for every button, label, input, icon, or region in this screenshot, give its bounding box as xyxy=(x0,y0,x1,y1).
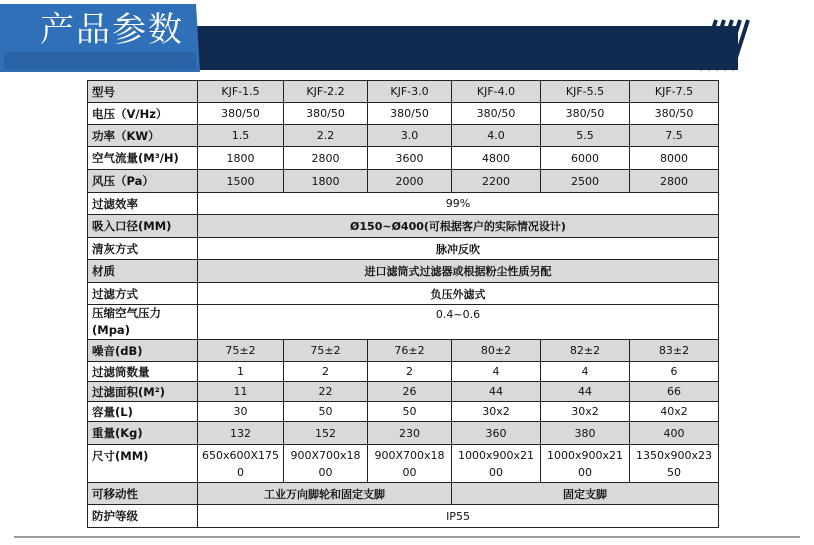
table-cell: 5.5 xyxy=(541,125,630,147)
table-cell: 3.0 xyxy=(368,125,452,147)
table-row-voltage xyxy=(88,103,719,125)
table-cell: 11 xyxy=(198,382,284,402)
page-title: 产品参数 xyxy=(40,10,184,50)
table-cell: 380/50 xyxy=(452,103,541,125)
table-cell: 负压外滤式 xyxy=(198,283,719,305)
row-label-line2: (Mpa) xyxy=(92,323,130,337)
table-row-efficiency xyxy=(88,193,719,215)
table-cell: 50 xyxy=(284,402,368,422)
table-cell: 脉冲反吹 xyxy=(198,238,719,260)
table-cell: 75±2 xyxy=(198,340,284,362)
table-cell: 3600 xyxy=(368,147,452,170)
table-row-size xyxy=(88,445,719,483)
table-row-pressure xyxy=(88,170,719,193)
table-cell: 工业万向脚轮和固定支脚 xyxy=(198,483,452,505)
header-cell-model: 型号 xyxy=(88,81,198,103)
table-cell: 380/50 xyxy=(541,103,630,125)
table-cell: 83±2 xyxy=(630,340,719,362)
row-label: 容量(L) xyxy=(88,402,198,422)
table-row-cleaning xyxy=(88,238,719,260)
table-row-cartridges xyxy=(88,362,719,382)
table-cell: 2200 xyxy=(452,170,541,193)
table-cell: 75±2 xyxy=(284,340,368,362)
table-cell: 40x2 xyxy=(630,402,719,422)
table-cell: 2.2 xyxy=(284,125,368,147)
header-cell: KJF-3.0 xyxy=(368,81,452,103)
row-label: 过滤面积(M²) xyxy=(88,382,198,402)
table-cell: Ø150~Ø400(可根据客户的实际情况设计) xyxy=(198,215,719,238)
table-cell: 132 xyxy=(198,422,284,445)
table-row-capacity xyxy=(88,402,719,422)
header-cell: KJF-4.0 xyxy=(452,81,541,103)
table-cell: 360 xyxy=(452,422,541,445)
table-cell: 2 xyxy=(284,362,368,382)
table-cell: 1800 xyxy=(198,147,284,170)
page-header xyxy=(0,0,814,80)
table-cell: 230 xyxy=(368,422,452,445)
table-cell: 380/50 xyxy=(368,103,452,125)
row-label: 噪音(dB) xyxy=(88,340,198,362)
row-label: 功率（KW） xyxy=(88,125,198,147)
table-cell: 30x2 xyxy=(541,402,630,422)
table-cell: 650x600X1750 xyxy=(198,445,284,483)
bottom-divider xyxy=(14,536,800,538)
table-row-inlet xyxy=(88,215,719,238)
row-label xyxy=(88,305,198,340)
row-label: 风压（Pa） xyxy=(88,170,198,193)
table-cell: 44 xyxy=(452,382,541,402)
table-row-filter-area xyxy=(88,382,719,402)
table-cell: 66 xyxy=(630,382,719,402)
table-cell: 900X700x1800 xyxy=(368,445,452,483)
row-label: 吸入口径(MM) xyxy=(88,215,198,238)
table-cell: 82±2 xyxy=(541,340,630,362)
table-cell: 2000 xyxy=(368,170,452,193)
table-cell: 76±2 xyxy=(368,340,452,362)
table-cell: 80±2 xyxy=(452,340,541,362)
header-cell: KJF-5.5 xyxy=(541,81,630,103)
table-cell: 50 xyxy=(368,402,452,422)
table-row-material xyxy=(88,260,719,283)
table-cell: 380/50 xyxy=(198,103,284,125)
table-cell: 固定支脚 xyxy=(452,483,719,505)
row-label: 过滤效率 xyxy=(88,193,198,215)
table-header-row xyxy=(88,81,719,103)
table-cell: 进口滤筒式过滤器或根据粉尘性质另配 xyxy=(198,260,719,283)
table-row-filter-mode xyxy=(88,283,719,305)
table-cell: 99% xyxy=(198,193,719,215)
table-cell: 4 xyxy=(452,362,541,382)
table-cell: 4.0 xyxy=(452,125,541,147)
table-cell: 2800 xyxy=(284,147,368,170)
table-cell: 1000x900x2100 xyxy=(541,445,630,483)
spec-table xyxy=(87,80,719,528)
table-cell: 2800 xyxy=(630,170,719,193)
table-cell: 380/50 xyxy=(630,103,719,125)
row-label: 空气流量(M³/H) xyxy=(88,147,198,170)
row-label: 电压（V/Hz） xyxy=(88,103,198,125)
table-cell: 4800 xyxy=(452,147,541,170)
table-row-protection xyxy=(88,505,719,528)
row-label: 重量(Kg) xyxy=(88,422,198,445)
row-label: 清灰方式 xyxy=(88,238,198,260)
header-cell: KJF-2.2 xyxy=(284,81,368,103)
table-row-weight xyxy=(88,422,719,445)
table-cell: 6 xyxy=(630,362,719,382)
table-cell: 44 xyxy=(541,382,630,402)
table-cell: 2500 xyxy=(541,170,630,193)
table-cell: 4 xyxy=(541,362,630,382)
table-row-air-pressure xyxy=(88,305,719,340)
row-label: 尺寸(MM) xyxy=(88,445,198,483)
table-cell: 22 xyxy=(284,382,368,402)
table-cell: 30x2 xyxy=(452,402,541,422)
row-label: 可移动性 xyxy=(88,483,198,505)
row-label: 防护等级 xyxy=(88,505,198,528)
row-label: 过滤筒数量 xyxy=(88,362,198,382)
table-cell: 1 xyxy=(198,362,284,382)
row-label-line1: 压缩空气压力 xyxy=(92,306,161,320)
table-row-power xyxy=(88,125,719,147)
table-cell: 2 xyxy=(368,362,452,382)
table-cell: 1000x900x2100 xyxy=(452,445,541,483)
table-cell: 6000 xyxy=(541,147,630,170)
table-cell: 1350x900x2350 xyxy=(630,445,719,483)
header-cell: KJF-7.5 xyxy=(630,81,719,103)
table-cell: 26 xyxy=(368,382,452,402)
table-cell: 1500 xyxy=(198,170,284,193)
table-cell: 380 xyxy=(541,422,630,445)
table-cell: 900X700x1800 xyxy=(284,445,368,483)
table-row-mobility xyxy=(88,483,719,505)
row-label: 材质 xyxy=(88,260,198,283)
table-cell: 152 xyxy=(284,422,368,445)
table-cell: 400 xyxy=(630,422,719,445)
table-row-airflow xyxy=(88,147,719,170)
table-cell: 8000 xyxy=(630,147,719,170)
table-cell: IP55 xyxy=(198,505,719,528)
table-cell: 380/50 xyxy=(284,103,368,125)
table-cell: 0.4~0.6 xyxy=(198,305,719,340)
table-row-noise xyxy=(88,340,719,362)
table-cell: 30 xyxy=(198,402,284,422)
table-cell: 7.5 xyxy=(630,125,719,147)
header-cell: KJF-1.5 xyxy=(198,81,284,103)
row-label: 过滤方式 xyxy=(88,283,198,305)
table-cell: 1.5 xyxy=(198,125,284,147)
table-cell: 1800 xyxy=(284,170,368,193)
